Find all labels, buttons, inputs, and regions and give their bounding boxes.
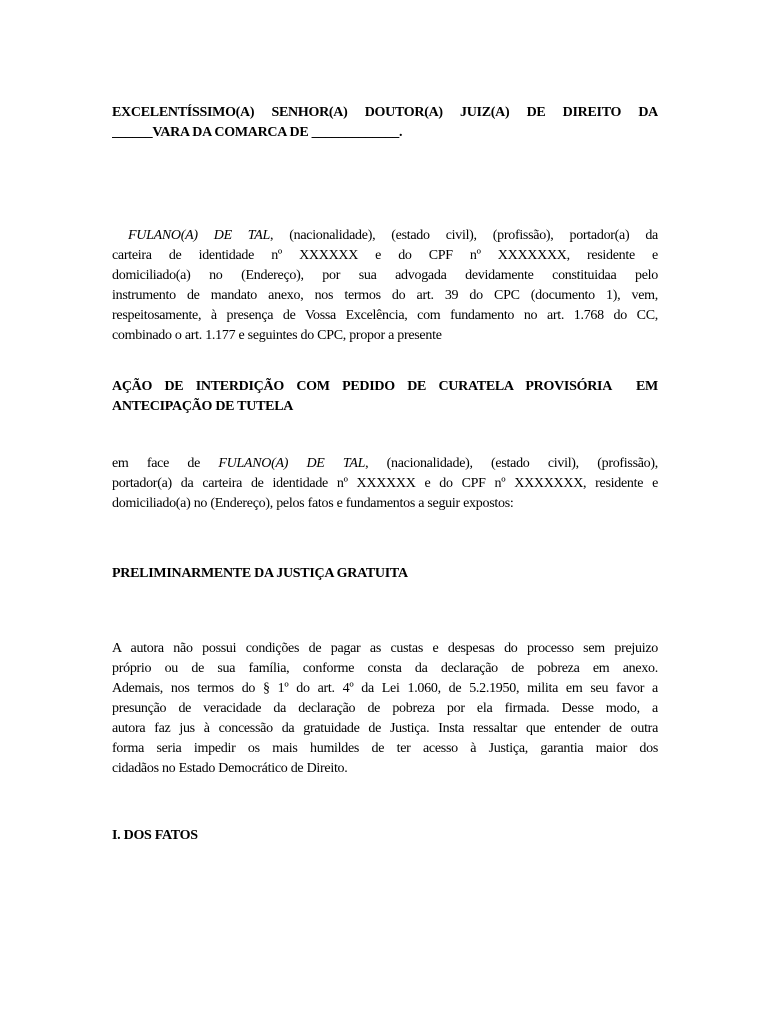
author-qualification-paragraph [112, 226, 658, 346]
action-title-heading [112, 377, 658, 417]
section-heading-justica-gratuita: PRELIMINARMENTE DA JUSTIÇA GRATUITA [112, 566, 408, 581]
text-line [112, 226, 658, 246]
text-segment: próprio ou de sua família, conforme consta da declaração de pobreza em anexo. [112, 661, 658, 676]
text-line [112, 306, 658, 326]
text-segment: forma seria impedir os mais humildes de ter acesso à Justiça, garantia maior dos [112, 741, 658, 756]
justica-gratuita-paragraph [112, 639, 658, 779]
text-line [112, 474, 658, 494]
text-line [112, 699, 658, 719]
text-segment: AÇÃO DE INTERDIÇÃO COM PEDIDO DE CURATELA PROVISÓRIA EM [112, 379, 658, 394]
text-line [112, 659, 658, 679]
text-line [112, 103, 658, 123]
text-segment: portador(a) da carteira de identidade nº XXXXXX e do CPF nº XXXXXXX, residente e [112, 476, 658, 491]
text-segment: domiciliado(a) no (Endereço), pelos fatos e fundamentos a seguir expostos: [112, 496, 514, 511]
text-line [112, 326, 658, 346]
text-line [112, 246, 658, 266]
text-line [112, 123, 658, 143]
text-segment: Ademais, nos termos do § 1º do art. 4º da Lei 1.060, de 5.2.1950, milita em seu favor a [112, 681, 658, 696]
defendant-qualification-paragraph [112, 454, 658, 514]
text-segment: , (nacionalidade), (estado civil), (profissão), [365, 456, 658, 471]
text-segment: presunção de veracidade da declaração de pobreza por ela firmada. Desse modo, a [112, 701, 658, 716]
text-line [112, 739, 658, 759]
party-name-placeholder: FULANO(A) DE TAL [218, 456, 366, 471]
text-segment: ______VARA DA COMARCA DE _____________. [112, 125, 403, 140]
text-line [112, 759, 658, 779]
text-line [112, 719, 658, 739]
text-line [112, 494, 658, 514]
text-line [112, 679, 658, 699]
text-line [112, 377, 658, 397]
text-line [112, 266, 658, 286]
text-segment: combinado o art. 1.177 e seguintes do CPC, propor a presente [112, 328, 442, 343]
text-segment: domiciliado(a) no (Endereço), por sua advogada devidamente constituidaa pelo [112, 268, 658, 283]
party-name-placeholder: FULANO(A) DE TAL [112, 228, 271, 243]
text-segment: EXCELENTÍSSIMO(A) SENHOR(A) DOUTOR(A) JUIZ(A) DE DIREITO DA [112, 105, 658, 120]
text-line [112, 639, 658, 659]
text-segment: respeitosamente, à presença de Vossa Excelência, com fundamento no art. 1.768 do CC, [112, 308, 658, 323]
addressing-heading [112, 103, 658, 143]
text-segment: cidadãos no Estado Democrático de Direito. [112, 761, 348, 776]
text-line [112, 397, 658, 417]
text-segment: ANTECIPAÇÃO DE TUTELA [112, 399, 294, 414]
section-heading-dos-fatos: I. DOS FATOS [112, 828, 198, 843]
text-segment: em face de [112, 456, 219, 471]
text-segment: A autora não possui condições de pagar as custas e despesas do processo sem prejuizo [112, 641, 658, 656]
text-segment: , (nacionalidade), (estado civil), (profissão), portador(a) da [270, 228, 658, 243]
text-segment: autora faz jus à concessão da gratuidade de Justiça. Insta ressaltar que entender de outra [112, 721, 658, 736]
text-segment: carteira de identidade nº XXXXXX e do CPF nº XXXXXXX, residente e [112, 248, 658, 263]
text-line [112, 454, 658, 474]
text-segment: instrumento de mandato anexo, nos termos do art. 39 do CPC (documento 1), vem, [112, 288, 658, 303]
text-line [112, 286, 658, 306]
